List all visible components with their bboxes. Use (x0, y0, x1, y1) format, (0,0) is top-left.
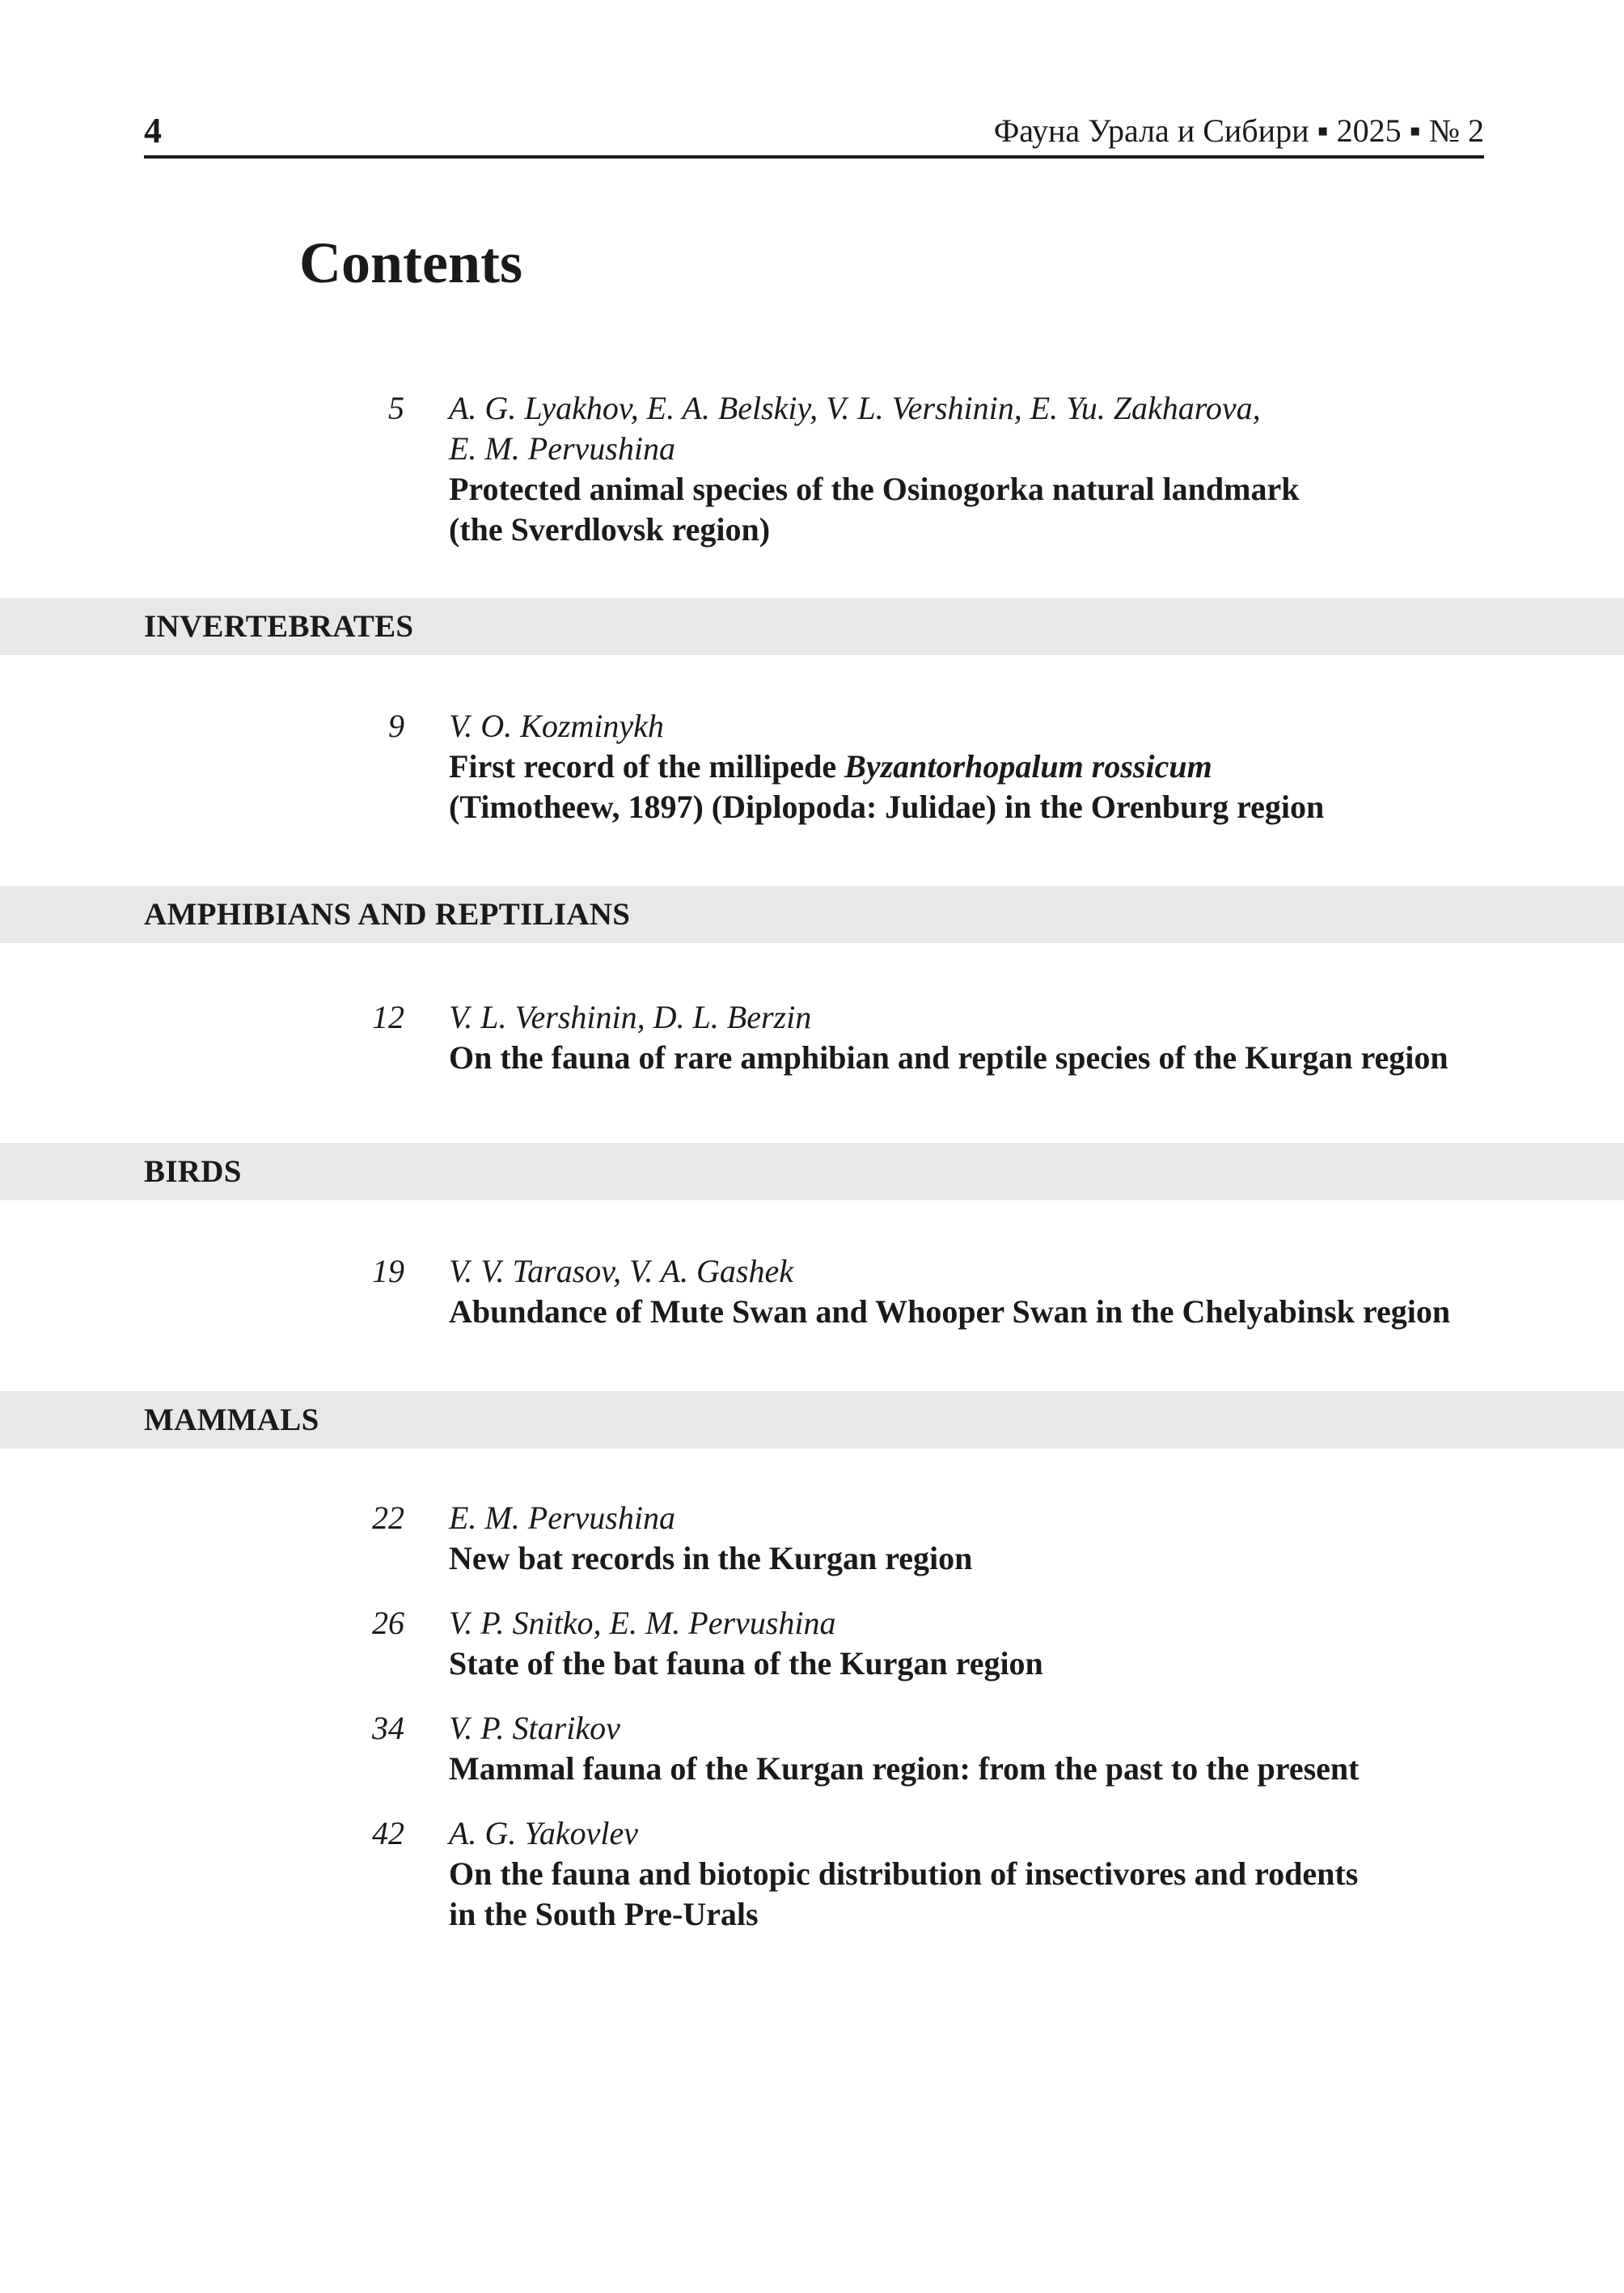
entry-title: New bat records in the Kurgan region (449, 1540, 973, 1576)
entry-title: Abundance of Mute Swan and Whooper Swan in the Chelyabinsk region (449, 1293, 1451, 1330)
entry-authors: V. P. Snitko, E. M. Pervushina (449, 1605, 836, 1641)
entry-page-number: 34 (372, 1710, 404, 1746)
section-heading-label: INVERTEBRATES (144, 609, 414, 644)
page-number: 4 (144, 111, 162, 150)
journal-title: Фауна Урала и Сибири ▪ 2025 ▪ № 2 (993, 112, 1484, 149)
entry-authors: A. G. Yakovlev (449, 1815, 639, 1851)
entry-page-number: 12 (372, 999, 404, 1035)
section-heading-label: MAMMALS (144, 1402, 319, 1437)
entry-page-number: 9 (388, 708, 404, 744)
entry-page-number: 5 (388, 390, 404, 426)
section-heading-mammals (0, 1391, 1624, 1449)
entry-authors: A. G. Lyakhov, E. A. Belskiy, V. L. Vershinin, E. Yu. Zakharova, (449, 390, 1261, 426)
header-rule (144, 155, 1484, 159)
entry-authors: V. V. Tarasov, V. A. Gashek (449, 1253, 793, 1289)
entry-authors: V. L. Vershinin, D. L. Berzin (449, 999, 812, 1035)
section-heading-invertebrates (0, 598, 1624, 655)
entry-title: On the fauna of rare amphibian and reptile species of the Kurgan region (449, 1039, 1448, 1076)
entry-title-continued: (the Sverdlovsk region) (449, 511, 771, 548)
entry-title-text: First record of the millipede (449, 748, 845, 785)
entry-page-number: 19 (372, 1253, 404, 1289)
running-head (144, 107, 1484, 155)
entry-title-continued: in the South Pre-Urals (449, 1896, 759, 1932)
section-heading-amphibians-reptilians (0, 886, 1624, 943)
entry-authors-continued: E. M. Pervushina (449, 430, 675, 467)
page-title: Contents (299, 231, 523, 295)
entry-page-number: 42 (372, 1815, 404, 1851)
entry-title (449, 747, 1500, 787)
section-heading-birds (0, 1143, 1624, 1200)
entry-title: Protected animal species of the Osinogorka natural landmark (449, 471, 1300, 507)
section-heading-label: BIRDS (144, 1154, 242, 1189)
section-heading-label: AMPHIBIANS AND REPTILIANS (144, 897, 631, 932)
entry-title: On the fauna and biotopic distribution of insectivores and rodents (449, 1855, 1359, 1892)
entry-authors: V. P. Starikov (449, 1710, 620, 1746)
entry-authors: E. M. Pervushina (449, 1500, 675, 1536)
entry-page-number: 26 (372, 1605, 404, 1641)
entry-title-continued: (Timotheew, 1897) (Diplopoda: Julidae) in the Orenburg region (449, 789, 1325, 825)
entry-authors: V. O. Kozminykh (449, 708, 664, 744)
entry-page-number: 22 (372, 1500, 404, 1536)
entry-title: Mammal fauna of the Kurgan region: from the past to the present (449, 1750, 1360, 1787)
entry-title: State of the bat fauna of the Kurgan region (449, 1645, 1043, 1682)
species-name: Byzantorhopalum rossicum (844, 748, 1212, 785)
